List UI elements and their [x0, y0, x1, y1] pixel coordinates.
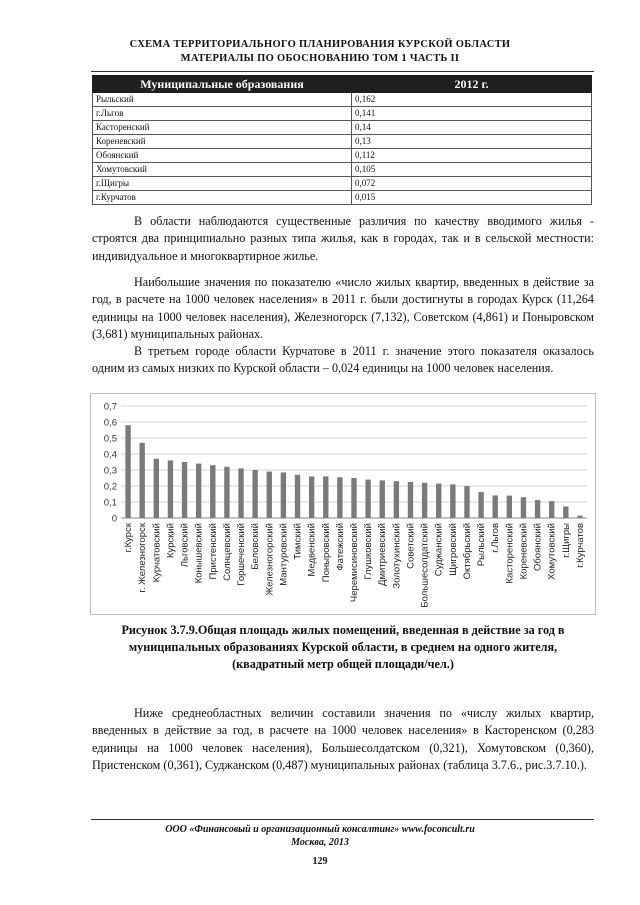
bar-26 — [478, 492, 483, 518]
header-divider — [91, 71, 594, 72]
bar-9 — [238, 468, 243, 518]
row-value: 0,015 — [352, 191, 592, 205]
bar-21 — [408, 482, 413, 518]
row-value: 0,14 — [352, 121, 592, 135]
x-tick-label: Льговский — [179, 523, 191, 568]
paragraph-kurchatov: В третьем городе области Курчатове в 2011 г. значение этого показателя оказалось одним из самых низких по Курской области – 0,024 единицы на 1000 человек населения. — [92, 344, 594, 376]
bar-13 — [295, 475, 300, 518]
x-tick-label: Обоянский — [532, 523, 544, 572]
bar-29 — [521, 497, 526, 518]
row-name: Обоянский — [93, 149, 352, 163]
x-tick-label: Поныровский — [320, 523, 332, 583]
x-tick-label: Золотухинский — [391, 523, 403, 589]
x-tick-label: Пристенский — [207, 523, 219, 580]
bar-17 — [351, 478, 356, 518]
bar-33 — [577, 516, 582, 518]
bar-4 — [168, 460, 173, 518]
bar-14 — [309, 476, 314, 518]
x-tick-label: Октябрьский — [461, 523, 473, 580]
x-tick-label: Касторенский — [504, 523, 516, 584]
paragraph-housing-differences: В области наблюдаются существенные различия по качеству вводимого жилья - строятся два принципиально разных типа жилья, как в городах, так и в сельской местности: индивидуальное и многоквартирное жилье. — [92, 214, 594, 263]
row-value: 0,141 — [352, 107, 592, 121]
table-row — [93, 191, 592, 205]
x-tick-label: Беловский — [250, 523, 262, 570]
bar-30 — [535, 500, 540, 518]
bar-24 — [450, 484, 455, 518]
x-tick-label: Железногорский — [264, 523, 276, 596]
x-tick-label: Рыльский — [476, 523, 488, 567]
row-name: Касторенский — [93, 121, 352, 135]
x-tick-label: Глушковский — [363, 523, 375, 580]
x-tick-label: г.Щигры — [560, 523, 572, 558]
x-tick-label: Щигровский — [447, 523, 459, 576]
bar-22 — [422, 483, 427, 518]
table-row — [93, 163, 592, 177]
row-name: Рыльский — [93, 93, 352, 107]
figure-caption — [92, 622, 594, 673]
table-row — [93, 93, 592, 107]
x-tick-label: Черемисиновский — [349, 523, 360, 603]
row-value: 0,105 — [352, 163, 592, 177]
paragraph-max-values: Наибольшие значения по показателю «число жилых квартир, введенных в действие за год, в расчете на 1000 человек населения» в 2011 г. были достигнуты в городах Курск (11,264 единицы на 1000 человек населения), Железногорск (7,132), Советском (4,861) и Поныровском (3,681) муниципальных районах. — [92, 275, 594, 342]
row-value: 0,13 — [352, 135, 592, 149]
column-header-year: 2012 г. — [352, 76, 592, 93]
header-subtitle: МАТЕРИАЛЫ ПО ОБОСНОВАНИЮ ТОМ 1 ЧАСТЬ II — [180, 53, 460, 64]
x-tick-label: Медвенский — [306, 523, 318, 577]
bar-16 — [337, 477, 342, 518]
x-tick-label: Солнцевский — [221, 523, 233, 581]
page-header — [0, 38, 640, 66]
x-tick-label: Фатежский — [334, 523, 346, 571]
x-tick-label: Суджанский — [433, 523, 445, 577]
x-tick-label: Советский — [405, 523, 417, 569]
bar-2 — [139, 443, 144, 518]
x-tick-label: Конышевский — [193, 523, 205, 584]
bar-19 — [380, 480, 385, 518]
x-tick-label: Мантуровский — [278, 523, 290, 586]
table-row — [93, 121, 592, 135]
y-tick-label: 0,7 — [103, 401, 117, 413]
y-tick-label: 0,3 — [103, 465, 117, 477]
table-row — [93, 149, 592, 163]
y-tick-label: 0,4 — [103, 449, 117, 461]
bar-18 — [365, 480, 370, 518]
bar-32 — [563, 506, 568, 518]
page-footer — [0, 823, 640, 849]
y-tick-label: 0,5 — [103, 433, 117, 445]
table-row — [93, 177, 592, 191]
row-name: г.Курчатов — [93, 191, 352, 205]
table-row — [93, 135, 592, 149]
bar-chart — [90, 393, 596, 615]
caption-line: (квадратный метр общей площади/чел.) — [232, 657, 454, 671]
row-name: Хомутовский — [93, 163, 352, 177]
y-tick-label: 0,2 — [103, 481, 117, 493]
bar-31 — [549, 501, 554, 518]
x-tick-label: г. Железногорск — [137, 523, 149, 593]
x-tick-label: Тимский — [292, 523, 304, 560]
bar-12 — [281, 472, 286, 518]
row-value: 0,072 — [352, 177, 592, 191]
bar-8 — [224, 467, 229, 518]
footer-divider — [91, 819, 594, 820]
chart-canvas — [91, 394, 595, 614]
x-tick-label: Дмитриевский — [377, 523, 389, 586]
column-header-municipality: Муниципальные образования — [93, 76, 352, 93]
footer-city-year: Москва, 2013 — [291, 837, 349, 848]
row-name: г.Щигры — [93, 177, 352, 191]
paragraph-below-average: Ниже среднеобластных величин составили значения по «числу жилых квартир, введенных в действие за год, в расчете на 1000 человек населения» в Касторенском (0,283 единицы на 1000 человек населения), Большесолдатском (0,321), Хомутовском (0,360), Пристенском (0,361), Суджанском (0,487) муниципальных районах (таблица 3.7.6., рис.3.7.10.). — [92, 706, 594, 773]
row-value: 0,112 — [352, 149, 592, 163]
bar-25 — [464, 486, 469, 518]
bar-27 — [493, 495, 498, 518]
x-tick-label: г.Курск — [123, 523, 135, 553]
x-tick-label: Курчатовский — [151, 523, 163, 583]
bar-23 — [436, 484, 441, 518]
row-value: 0,162 — [352, 93, 592, 107]
header-title: СХЕМА ТЕРРИТОРИАЛЬНОГО ПЛАНИРОВАНИЯ КУРСКОЙ ОБЛАСТИ — [129, 39, 511, 50]
bar-15 — [323, 476, 328, 518]
x-tick-label: Горшеченский — [236, 523, 248, 586]
data-table — [92, 75, 592, 205]
bar-28 — [507, 496, 512, 518]
x-tick-label: г.Курчатов — [574, 523, 586, 568]
page-number: 129 — [312, 856, 328, 867]
bar-5 — [182, 462, 187, 518]
x-tick-label: Кореневский — [518, 523, 530, 580]
y-tick-label: 0,1 — [103, 497, 117, 509]
x-tick-label: Курский — [165, 523, 177, 558]
table-header-row — [93, 76, 592, 93]
row-name: Кореневский — [93, 135, 352, 149]
row-name: г.Льгов — [93, 107, 352, 121]
x-tick-label: Хомутовский — [546, 523, 558, 580]
bar-20 — [394, 481, 399, 518]
bar-3 — [154, 459, 159, 518]
bar-11 — [267, 472, 272, 518]
x-tick-label: г.Льгов — [490, 523, 502, 553]
bar-10 — [252, 470, 257, 518]
caption-line: муниципальных образованиях Курской области, в среднем на одного жителя, — [128, 640, 558, 654]
y-tick-label: 0,6 — [103, 417, 117, 429]
y-tick-label: 0 — [111, 513, 117, 525]
table-row — [93, 107, 592, 121]
bar-7 — [210, 465, 215, 518]
bar-1 — [125, 425, 130, 518]
x-tick-label: Большесолдатский — [419, 523, 431, 608]
bar-6 — [196, 464, 201, 518]
footer-company: ООО «Финансовый и организационный консалтинг» www.foconcult.ru — [165, 824, 475, 835]
caption-line: Рисунок 3.7.9.Общая площадь жилых помещений, введенная в действие за год в — [121, 623, 565, 637]
